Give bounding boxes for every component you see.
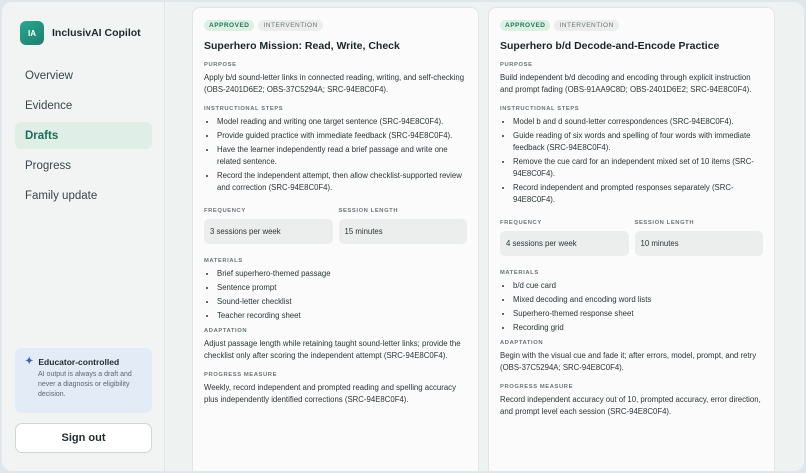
card-badges bbox=[204, 20, 467, 31]
intervention-card bbox=[192, 7, 479, 471]
materials-label: MATERIALS bbox=[500, 270, 539, 276]
session-metrics bbox=[204, 208, 467, 244]
sparkle-icon: ✦ bbox=[25, 356, 34, 367]
frequency-value: 4 sessions per week bbox=[500, 231, 629, 256]
nav-item-family-update[interactable]: Family update bbox=[25, 189, 98, 202]
adaptation-label: ADAPTATION bbox=[204, 328, 248, 334]
frequency-label: FREQUENCY bbox=[204, 208, 246, 214]
materials-list bbox=[204, 268, 467, 322]
purpose-label: PURPOSE bbox=[500, 62, 533, 68]
drafts-main bbox=[166, 2, 804, 471]
session-length-metric bbox=[635, 220, 764, 256]
material-item: • Brief superhero-themed passage bbox=[217, 268, 467, 280]
step-item: • Record independent and prompted responses separately (SRC-94E8C0F4). bbox=[513, 182, 763, 206]
steps-label: INSTRUCTIONAL STEPS bbox=[204, 106, 284, 112]
steps-label: INSTRUCTIONAL STEPS bbox=[500, 106, 580, 112]
material-item: • Sentence prompt bbox=[217, 282, 467, 294]
card-badges bbox=[500, 20, 763, 31]
step-item: • Have the learner independently read a brief passage and write one related sentence. bbox=[217, 144, 467, 168]
frequency-label: FREQUENCY bbox=[500, 220, 542, 226]
steps-list bbox=[500, 116, 763, 206]
nav-item-progress[interactable]: Progress bbox=[25, 159, 72, 172]
step-item: • Model b and d sound-letter correspondences (SRC-94E8C0F4). bbox=[513, 116, 763, 128]
steps-list bbox=[204, 116, 467, 194]
session-length-value: 10 minutes bbox=[635, 231, 764, 256]
intervention-card bbox=[488, 7, 775, 471]
session-length-label: SESSION LENGTH bbox=[634, 220, 695, 226]
nav-item-drafts[interactable]: Drafts bbox=[15, 122, 152, 149]
purpose-text: Build independent b/d decoding and encoding through explicit instruction and prompt fading (OBS-91AA9C8D; OBS-2401D6E2; SRC-94E8C0F4). bbox=[500, 73, 752, 94]
notice-title: Educator-controlled bbox=[38, 356, 120, 367]
step-item: • Remove the cue card for an independent mixed set of 10 items (SRC-94E8C0F4). bbox=[513, 156, 763, 180]
step-item: • Provide guided practice with immediate feedback (SRC-94E8C0F4). bbox=[217, 130, 467, 142]
material-item: • Sound-letter checklist bbox=[217, 296, 467, 308]
material-item: • Mixed decoding and encoding word lists bbox=[513, 294, 763, 306]
frequency-value: 3 sessions per week bbox=[204, 219, 333, 244]
progress-measure-label: PROGRESS MEASURE bbox=[500, 384, 574, 390]
session-length-value: 15 minutes bbox=[339, 219, 468, 244]
adaptation-text: Adjust passage length while retaining taught sound-letter links; provide the checklist only after scoring the independent attempt (SRC-94E8C0F4). bbox=[204, 339, 461, 360]
materials-list bbox=[500, 280, 763, 334]
app-name: InclusivAI Copilot bbox=[52, 27, 141, 39]
material-item: • Recording grid bbox=[513, 322, 763, 334]
type-badge: INTERVENTION bbox=[554, 20, 618, 31]
app-logo-icon: IA bbox=[20, 21, 44, 45]
purpose-text: Apply b/d sound-letter links in connected reading, writing, and self-checking (OBS-2401D6E2; OBS-37C5294A; SRC-94E8C0F4). bbox=[204, 73, 465, 94]
card-title: Superhero Mission: Read, Write, Check bbox=[204, 40, 400, 52]
nav-item-evidence[interactable]: Evidence bbox=[25, 99, 73, 112]
progress-measure-text: Record independent accuracy out of 10, prompted accuracy, error direction, and prompt level each session (SRC-94E8C0F4). bbox=[500, 395, 761, 416]
step-item: • Guide reading of six words and spelling of four words with immediate feedback (SRC-94E8C0F4). bbox=[513, 130, 763, 154]
material-item: • Superhero-themed response sheet bbox=[513, 308, 763, 320]
session-metrics bbox=[500, 220, 763, 256]
session-length-metric bbox=[339, 208, 468, 244]
educator-controlled-notice bbox=[15, 348, 152, 413]
card-title: Superhero b/d Decode-and-Encode Practice bbox=[500, 40, 720, 52]
frequency-metric bbox=[204, 208, 333, 244]
purpose-label: PURPOSE bbox=[204, 62, 237, 68]
material-item: • b/d cue card bbox=[513, 280, 763, 292]
adaptation-text: Begin with the visual cue and fade it; after errors, model, prompt, and retry (OBS-37C5294A; SRC-94E8C0F4). bbox=[500, 351, 757, 372]
step-item: • Record the independent attempt, then allow checklist-supported review and correction (SRC-94E8C0F4). bbox=[217, 170, 467, 194]
status-badge: APPROVED bbox=[204, 20, 254, 31]
material-item: • Teacher recording sheet bbox=[217, 310, 467, 322]
sidebar-nav bbox=[15, 62, 152, 212]
sidebar bbox=[2, 2, 165, 471]
progress-measure-label: PROGRESS MEASURE bbox=[204, 372, 278, 378]
session-length-label: SESSION LENGTH bbox=[338, 208, 399, 214]
step-item: • Model reading and writing one target sentence (SRC-94E8C0F4). bbox=[217, 116, 467, 128]
adaptation-label: ADAPTATION bbox=[500, 340, 544, 346]
status-badge: APPROVED bbox=[500, 20, 550, 31]
app-window bbox=[2, 2, 804, 471]
materials-label: MATERIALS bbox=[204, 258, 243, 264]
type-badge: INTERVENTION bbox=[258, 20, 322, 31]
brand[interactable] bbox=[20, 21, 141, 45]
frequency-metric bbox=[500, 220, 629, 256]
notice-text: AI output is always a draft and never a diagnosis or eligibility decision. bbox=[38, 371, 132, 398]
progress-measure-text: Weekly, record independent and prompted reading and spelling accuracy plus independently identified corrections (SRC-94E8C0F4). bbox=[204, 383, 456, 404]
notice-header bbox=[25, 356, 144, 367]
nav-item-overview[interactable]: Overview bbox=[25, 69, 73, 82]
sign-out-button[interactable]: Sign out bbox=[15, 423, 152, 453]
